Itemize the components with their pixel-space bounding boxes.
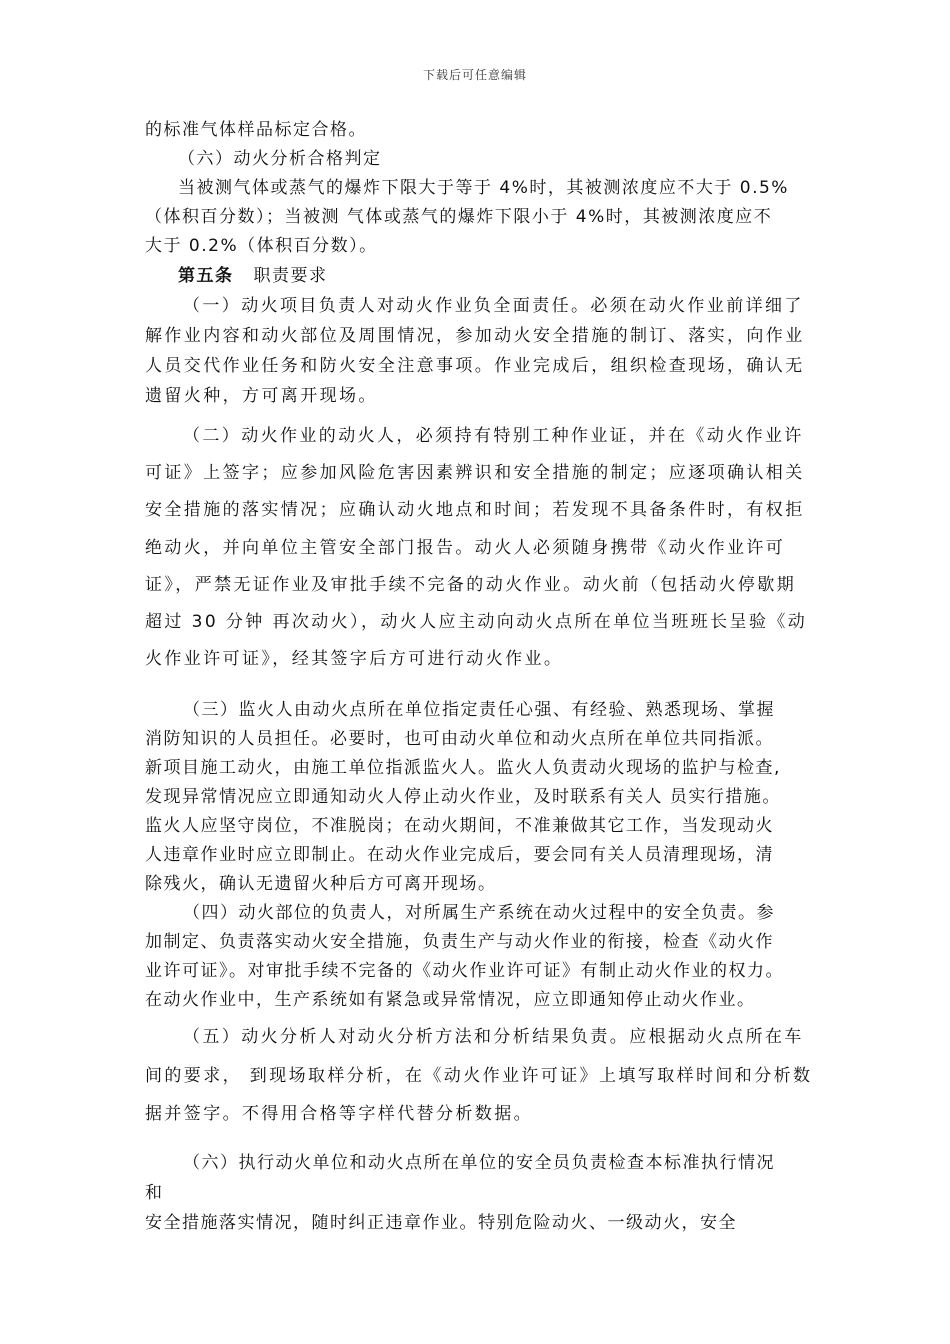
text-line: 间的要求， 到现场取样分析，在《动火作业许可证》上填写取样时间和分析数 xyxy=(145,1065,813,1086)
text-line: （三）监火人由动火点所在单位指定责任心强、有经验、熟悉现场、掌握 xyxy=(183,700,775,721)
text-line: 证》，严禁无证作业及审批手续不完备的动火作业。动火前（包括动火停歇期 xyxy=(145,574,797,595)
text-line: （四）动火部位的负责人，对所属生产系统在动火过程中的安全负责。参 xyxy=(183,903,775,924)
text-line: 解作业内容和动火部位及周围情况，参加动火安全措施的制订、落实，向作业 xyxy=(145,326,805,346)
article-heading xyxy=(145,261,813,291)
text-line: 当被测气体或蒸气的爆炸下限大于等于 4%时，其被测浓度应不大于 0.5% xyxy=(178,178,789,198)
document-body xyxy=(145,116,813,1238)
text-line: 人违章作业时应立即制止。在动火作业完成后，要会同有关人员清理现场，清 xyxy=(145,845,774,866)
paragraph-4 xyxy=(145,899,813,1015)
text-line: 安全措施的落实情况；应确认动火地点和时间；若发现不具备条件时，有权拒 xyxy=(145,500,805,521)
article-title: 职责要求 xyxy=(253,266,328,286)
paragraph-6 xyxy=(145,1148,813,1238)
text-line: 安全措施落实情况，随时纠正违章作业。特别危险动火、一级动火，安全 xyxy=(145,1212,737,1233)
text-line: （体积百分数）；当被测 气体或蒸气的爆炸下限小于 4%时，其被测浓度应不 xyxy=(145,207,773,227)
text-line: 加制定、负责落实动火安全措施，负责生产与动火作业的衔接，检查《动火作 xyxy=(145,932,774,953)
text-line: 可证》上签字；应参加风险危害因素辨识和安全措施的制定；应逐项确认相关 xyxy=(145,463,805,484)
text-line: 发现异常情况应立即通知动火人停止动火作业，及时联系有关人 员实行措施。 xyxy=(145,787,781,808)
text-line: 除残火，确认无遗留火种后方可离开现场。 xyxy=(145,874,497,895)
text-line: 据并签字。不得用合格等字样代替分析数据。 xyxy=(145,1104,533,1125)
text-line: 和 xyxy=(145,1182,164,1203)
page-header-note: 下载后可任意编辑 xyxy=(422,68,527,82)
text-line: 在动火作业中，生产系统如有紧急或异常情况，应立即通知停止动火作业。 xyxy=(145,990,756,1011)
subsection-heading: （六）动火分析合格判定 xyxy=(178,149,382,169)
text-line: 的标准气体样品标定合格。 xyxy=(145,120,367,140)
text-line: 监火人应坚守岗位，不准脱岗；在动火期间，不准兼做其它工作，当发现动火 xyxy=(145,816,774,837)
text-line: （二）动火作业的动火人，必须持有特别工种作业证，并在《动火作业许 xyxy=(183,426,804,446)
text-line: 遗留火种，方可离开现场。 xyxy=(145,386,378,406)
text-line: 火作业许可证》，经其签字后方可进行动火作业。 xyxy=(145,649,564,670)
text-line: （一）动火项目负责人对动火作业负全面责任。必须在动火作业前详细了 xyxy=(183,296,804,316)
paragraph-3 xyxy=(145,696,813,899)
text-line: 人员交代作业任务和防火安全注意事项。作业完成后，组织检查现场，确认无 xyxy=(145,356,805,376)
text-line: 新项目施工动火，由施工单位指派监火人。监火人负责动火现场的监护与检查, xyxy=(145,758,781,779)
paragraph-5 xyxy=(145,1018,813,1133)
text-line: 消防知识的人员担任。必要时，也可由动火单位和动火点所在单位共同指派。 xyxy=(145,729,774,750)
paragraph-1 xyxy=(145,291,813,411)
text-line: 绝动火，并向单位主管安全部门报告。动火人必须随身携带《动火作业许可 xyxy=(145,537,786,558)
text-line: 业许可证》。对审批手续不完备的《动火作业许可证》有制止动火作业的权力。 xyxy=(145,961,784,982)
text-line: 超过 30 分钟 再次动火），动火人应主动向动火点所在单位当班班长呈验《动 xyxy=(145,612,808,633)
text-line: 大于 0.2%（体积百分数）。 xyxy=(145,236,378,256)
text-line: （五）动火分析人对动火分析方法和分析结果负责。应根据动火点所在车 xyxy=(183,1027,804,1048)
section-gas-analysis xyxy=(145,116,813,261)
article-label: 第五条 xyxy=(178,266,234,286)
paragraph-2 xyxy=(145,418,813,678)
text-line: （六）执行动火单位和动火点所在单位的安全员负责检查本标准执行情况 xyxy=(183,1152,775,1173)
